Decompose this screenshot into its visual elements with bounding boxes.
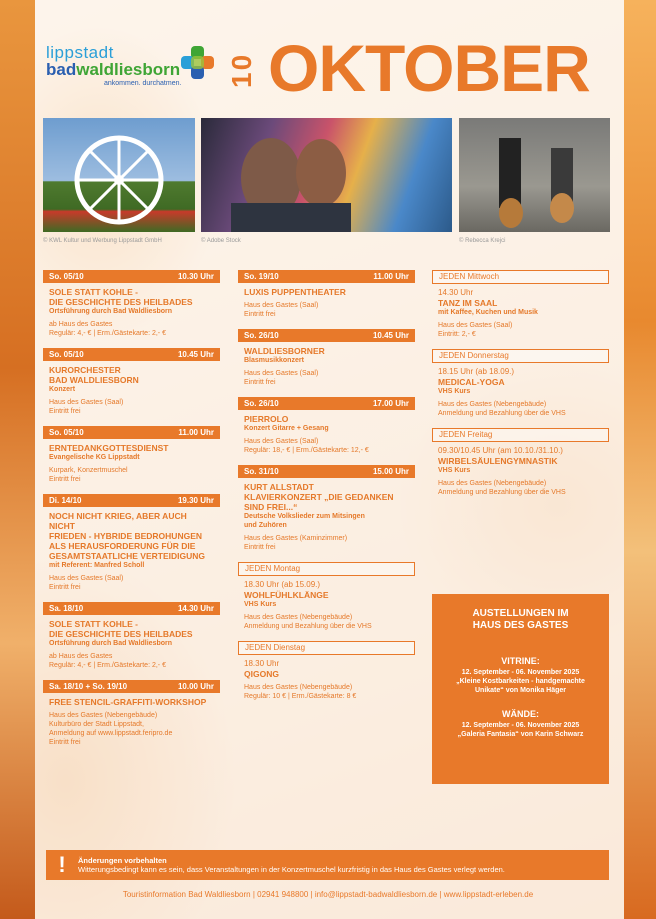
footer-contact[interactable]: Touristinformation Bad Waldliesborn | 02941 948800 | info@lippstadt-badwaldliesborn.de | www.lippstadt-erleben.de <box>122 890 534 899</box>
event-date: Sa. 18/10 + So. 19/10 <box>49 682 128 691</box>
event-subtitle: Deutsche Volkslieder zum Mitsingen und Zuhören <box>244 513 365 529</box>
exhibition-box <box>432 594 609 784</box>
event-item <box>43 507 220 602</box>
weekly-title: MEDICAL-YOGA <box>438 377 505 387</box>
weekly-item <box>238 655 415 711</box>
event-location: Haus des Gastes (Saal) <box>244 370 319 377</box>
photo-musicians <box>459 118 610 232</box>
weekly-item <box>432 442 609 507</box>
exhibition-vitrine-label: VITRINE: <box>501 656 540 666</box>
event-time: 11.00 Uhr <box>373 272 409 281</box>
autumn-leaves-right-border <box>624 0 656 919</box>
event-date-header <box>43 426 220 439</box>
event-date: So. 19/10 <box>244 272 279 281</box>
events-column-2 <box>238 270 415 711</box>
event-info: Eintritt frei <box>244 311 276 318</box>
weekly-subtitle: VHS Kurs <box>438 388 471 395</box>
event-subtitle: mit Referent: Manfred Scholl <box>49 562 145 569</box>
weekly-info: Regulär: 10 € | Erm./Gästekarte: 8 € <box>244 693 357 700</box>
event-item <box>43 439 220 494</box>
month-title: OKTOBER <box>268 31 590 105</box>
weekly-location: Haus des Gastes (Nebengebäude) <box>438 401 547 408</box>
notice-text: Witterungsbedingt kann es sein, dass Veranstaltungen in der Konzertmuschel kurzfristig in das Haus des Gastes verlegt werden. <box>78 865 505 874</box>
event-date-header <box>238 397 415 410</box>
photo-credit-3: © Rebecca Krejci <box>459 238 506 244</box>
event-date: So. 05/10 <box>49 350 84 359</box>
weekly-time: 18.15 Uhr (ab 18.09.) <box>438 367 515 376</box>
event-title: KURORCHESTER BAD WALDLIESBORN <box>49 365 139 385</box>
event-item <box>238 342 415 397</box>
event-date: Di. 14/10 <box>49 496 82 505</box>
weekly-title: TANZ IM SAAL <box>438 298 498 308</box>
event-date-header <box>238 329 415 342</box>
event-date-header <box>238 270 415 283</box>
event-info: Eintritt frei <box>244 544 276 551</box>
event-title: ERNTEDANKGOTTESDIENST <box>49 443 169 453</box>
brand-slogan: ankommen. durchatmen. <box>104 80 182 87</box>
event-time: 11.00 Uhr <box>178 428 214 437</box>
event-info: Regulär: 18,- € | Erm./Gästekarte: 12,- € <box>244 447 369 454</box>
weekly-info: Anmeldung und Bezahlung über die VHS <box>244 623 372 630</box>
weekly-location: Haus des Gastes (Nebengebäude) <box>244 684 353 691</box>
autumn-leaves-left-border <box>0 0 35 919</box>
weekly-header: JEDEN Dienstag <box>238 641 415 655</box>
brand-line-2-waldliesborn: waldliesborn <box>76 60 181 79</box>
warning-icon: ! <box>58 852 66 877</box>
event-item <box>43 361 220 426</box>
event-location: Haus des Gastes (Saal) <box>49 575 124 582</box>
event-title: PIERROLO <box>244 414 289 424</box>
weekly-title: QIGONG <box>244 669 279 679</box>
event-title: FREE STENCIL-GRAFFITI-WORKSHOP <box>49 697 207 707</box>
weekly-time: 18.30 Uhr (ab 15.09.) <box>244 580 321 589</box>
weekly-header: JEDEN Freitag <box>432 428 609 442</box>
weekly-header: JEDEN Mittwoch <box>432 270 609 284</box>
event-title: KURT ALLSTADT KLAVIERKONZERT „DIE GEDANKEN SIND FREI...“ <box>244 482 394 512</box>
brand-line-1: lippstadt <box>46 43 114 62</box>
events-column-1 <box>43 270 220 757</box>
weekly-location: Haus des Gastes (Saal) <box>438 322 513 329</box>
notice-bar <box>46 850 609 880</box>
weekly-time: 18.30 Uhr <box>244 659 280 668</box>
exhibition-title: AUSTELLUNGEN IM HAUS DES GASTES <box>472 608 569 631</box>
event-time: 15.00 Uhr <box>372 467 409 476</box>
event-subtitle: Ortsführung durch Bad Waldliesborn <box>49 640 173 647</box>
event-date: So. 05/10 <box>49 272 84 281</box>
event-location: Haus des Gastes (Kaminzimmer) <box>244 535 348 542</box>
event-location: Haus des Gastes (Nebengebäude) Kulturbüro der Stadt Lippstadt, Anmeldung auf www.lippstadt.feripro.de <box>49 712 173 737</box>
event-location: ab Haus des Gastes <box>49 653 113 660</box>
event-time: 10.45 Uhr <box>177 350 214 359</box>
exhibition-waende-text: 12. September - 06. November 2025 „Galeria Fantasia“ von Karin Schwarz <box>457 722 584 738</box>
weekly-subtitle: VHS Kurs <box>438 467 471 474</box>
brand-line-2-bad: bad <box>46 60 77 79</box>
event-info: Eintritt frei <box>49 408 81 415</box>
event-date: So. 31/10 <box>244 467 279 476</box>
event-location: Haus des Gastes (Saal) <box>49 399 124 406</box>
weekly-time: 09.30/10.45 Uhr (am 10.10./31.10.) <box>438 446 563 455</box>
weekly-title: WOHLFÜHLKLÄNGE <box>244 590 329 600</box>
event-subtitle: Blasmusikkonzert <box>244 357 304 364</box>
event-title: SOLE STATT KOHLE - DIE GESCHICHTE DES HEILBADES <box>49 287 193 307</box>
event-item <box>238 283 415 329</box>
photo-credit-1: © KWL Kultur und Werbung Lippstadt GmbH <box>43 238 162 244</box>
event-date-header <box>43 494 220 507</box>
brand-line-2 <box>46 61 181 79</box>
photo-credit-2: © Adobe Stock <box>201 238 241 244</box>
event-title: LUXIS PUPPENTHEATER <box>244 287 346 297</box>
event-time: 14.30 Uhr <box>177 604 214 613</box>
event-date: Sa. 18/10 <box>49 604 84 613</box>
event-date-header <box>43 602 220 615</box>
event-info: Regulär: 4,- € | Erm./Gästekarte: 2,- € <box>49 662 166 669</box>
event-info: Eintritt frei <box>49 739 81 746</box>
event-info: Eintritt frei <box>49 476 81 483</box>
event-date: So. 05/10 <box>49 428 84 437</box>
event-date-header <box>43 680 220 693</box>
weekly-info: Eintritt: 2,- € <box>438 331 476 338</box>
weekly-subtitle: mit Kaffee, Kuchen und Musik <box>438 309 538 316</box>
event-time: 10.00 Uhr <box>177 682 214 691</box>
event-location: Haus des Gastes (Saal) <box>244 302 319 309</box>
event-item <box>43 615 220 680</box>
weekly-info: Anmeldung und Bezahlung über die VHS <box>438 410 566 417</box>
event-location: Kurpark, Konzertmuschel <box>49 467 128 474</box>
exhibition-waende-label: WÄNDE: <box>502 709 539 719</box>
event-subtitle: Konzert <box>49 386 76 393</box>
weekly-subtitle: VHS Kurs <box>244 601 277 608</box>
weekly-time: 14.30 Uhr <box>438 288 474 297</box>
weekly-header: JEDEN Montag <box>238 562 415 576</box>
weekly-title: WIRBELSÄULENGYMNASTIK <box>438 456 558 466</box>
event-location: Haus des Gastes (Saal) <box>244 438 319 445</box>
weekly-info: Anmeldung und Bezahlung über die VHS <box>438 489 566 496</box>
weekly-item <box>238 576 415 641</box>
weekly-location: Haus des Gastes (Nebengebäude) <box>244 614 353 621</box>
event-date-header <box>43 348 220 361</box>
events-column-3 <box>432 270 609 507</box>
event-time: 19.30 Uhr <box>177 496 214 505</box>
brand-logo[interactable] <box>46 45 181 87</box>
event-date: So. 26/10 <box>244 331 279 340</box>
event-time: 17.00 Uhr <box>372 399 409 408</box>
event-subtitle: Ortsführung durch Bad Waldliesborn <box>49 308 173 315</box>
event-subtitle: Evangelische KG Lippstadt <box>49 454 140 461</box>
notice-title: Änderungen vorbehalten <box>78 856 167 865</box>
event-location: ab Haus des Gastes <box>49 321 113 328</box>
event-info: Regulär: 4,- € | Erm./Gästekarte: 2,- € <box>49 330 166 337</box>
photo-graffiti-youth <box>201 118 452 232</box>
event-item <box>238 478 415 562</box>
event-item <box>43 693 220 757</box>
event-title: NOCH NICHT KRIEG, ABER AUCH NICHT FRIEDEN - HYBRIDE BEDROHUNGEN ALS HERAUSFORDERUNG FÜR DIE GESAMTSTAATLICHE VERTEIDIGUNG <box>49 511 205 561</box>
weekly-header: JEDEN Donnerstag <box>432 349 609 363</box>
event-time: 10.45 Uhr <box>372 331 409 340</box>
event-info: Eintritt frei <box>49 584 81 591</box>
event-date: So. 26/10 <box>244 399 279 408</box>
event-item <box>43 283 220 348</box>
event-title: WALDLIESBORNER <box>244 346 325 356</box>
event-date-header <box>43 270 220 283</box>
brand-cross-icon <box>181 46 213 78</box>
event-info: Eintritt frei <box>244 379 276 386</box>
month-number: 10 <box>226 52 257 88</box>
event-date-header <box>238 465 415 478</box>
exhibition-vitrine-text: 12. September - 06. November 2025 „Kleine Kostbarkeiten - handgemachte Unikate“ von Monika Häger <box>456 669 585 694</box>
event-subtitle: Konzert Gitarre + Gesang <box>244 425 329 432</box>
event-item <box>238 410 415 465</box>
weekly-item <box>432 363 609 428</box>
event-time: 10.30 Uhr <box>177 272 214 281</box>
weekly-item <box>432 284 609 349</box>
event-title: SOLE STATT KOHLE - DIE GESCHICHTE DES HEILBADES <box>49 619 193 639</box>
photo-mining-wheel <box>43 118 195 232</box>
weekly-location: Haus des Gastes (Nebengebäude) <box>438 480 547 487</box>
